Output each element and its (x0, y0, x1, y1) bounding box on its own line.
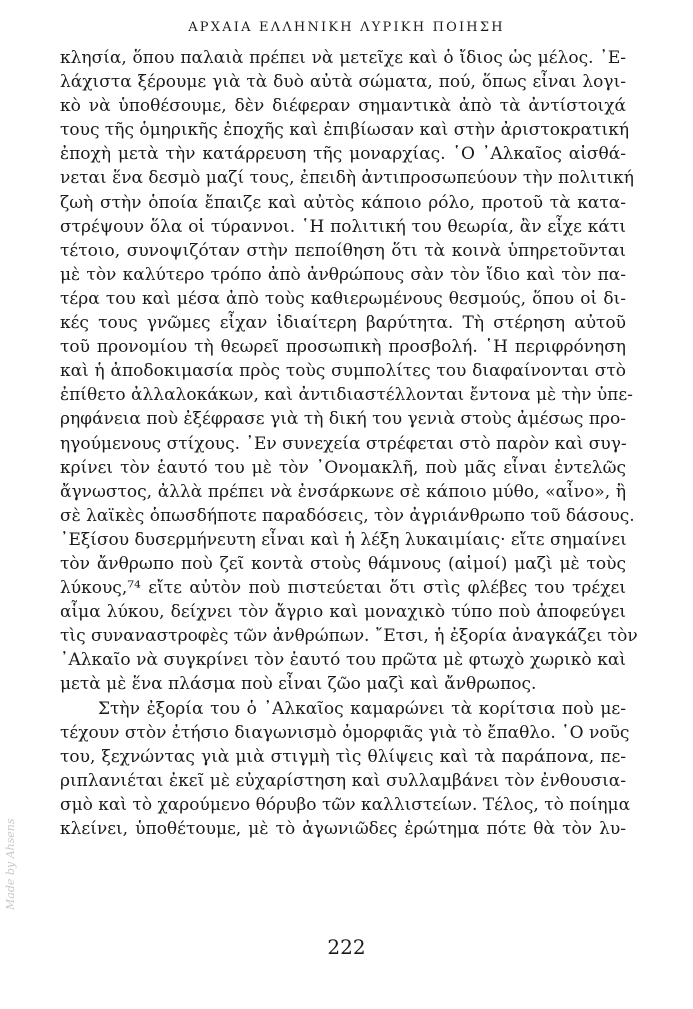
text-line: ριπλανιέται ἐκεῖ μὲ εὐχαρίστηση καὶ συλλαμβάνει τὸν ἐνθουσια- (60, 770, 626, 791)
text-line: τους τῆς ὁμηρικῆς ἐποχῆς καὶ ἐπιβίωσαν καὶ στὴν ἀριστοκρατική (60, 120, 630, 141)
text-line: κλησία, ὅπου παλαιὰ πρέπει νὰ μετεῖχε καὶ ὁ ἴδιος ὡς μέλος. ᾿Ε- (60, 48, 626, 68)
text-line: ἐποχὴ μετὰ τὴν κατάρρευση τῆς μοναρχίας. ῾Ο ᾿Αλκαῖος αἰσθά- (60, 144, 626, 165)
text-line: τέτοιο, συνοψιζόταν στὴν πεποίθηση ὅτι τὰ κοινὰ ὑπηρετοῦνται (60, 240, 626, 261)
text-line: ἐπίθετο ἀλλαλοκάκων, καὶ ἀντιδιαστέλλονται ἔντονα μὲ τὴν ὑπε- (60, 385, 633, 406)
text-line: τὶς συναναστροφὲς τῶν ἀνθρώπων. ῎Ετσι, ἡ ἐξορία ἀναγκάζει τὸν (60, 626, 638, 647)
paragraph-start-line: Στὴν ἐξορία του ὁ ᾿Αλκαῖος καμαρώνει τὰ κορίτσια ποὺ με- (98, 698, 626, 719)
text-line: αἷμα λύκου, δείχνει τὸν ἄγριο καὶ μοναχικὸ τύπο ποὺ ἀποφεύγει (60, 602, 626, 623)
text-line: τὸν ἄνθρωπο ποὺ ζεῖ κοντὰ στοὺς θάμνους (αἱμοί) μαζὶ μὲ τοὺς (60, 553, 626, 574)
body-text (60, 46, 638, 841)
text-line: λάχιστα ξέρουμε γιὰ τὰ δυὸ αὐτὰ σώματα, πού, ὅπως εἶναι λογι- (60, 72, 626, 93)
text-line: καὶ ἡ ἀποδοκιμασία πρὸς τοὺς συμπολίτες του διαφαίνονται στὸ (60, 361, 626, 382)
text-line: σὲ λαϊκὲς ὁπωσδήποτε παραδόσεις, τὸν ἀγριάνθρωπο τοῦ δάσους. (60, 505, 635, 526)
text-line: σμὸ καὶ τὸ χαρούμενο θόρυβο τῶν καλλιστείων. Τέλος, τὸ ποίημα (60, 794, 631, 815)
text-line: τέχουν στὸν ἐτήσιο διαγωνισμὸ ὀμορφιᾶς γιὰ τὸ ἔπαθλο. ῾Ο νοῦς (60, 722, 630, 743)
paragraph-end-line: μετὰ μὲ ἕνα πλάσμα ποὺ εἶναι ζῶο μαζὶ καὶ ἄνθρωπος. (60, 674, 537, 695)
text-line: λύκους,⁷⁴ εἴτε αὐτὸν ποὺ πιστεύεται ὅτι στὶς φλέβες του τρέχει (60, 578, 626, 599)
text-line: ᾿Εξίσου δυσερμήνευτη εἶναι καὶ ἡ λέξη λυκαιμίαις· εἴτε σημαίνει (60, 529, 627, 550)
text-line: ᾿Αλκαῖο νὰ συγκρίνει τὸν ἑαυτό του πρῶτα μὲ φτωχὸ χωρικὸ καὶ (60, 650, 626, 671)
text-line: ζωὴ στὴν ὁποία ἔπαιζε καὶ αὐτὸς κάποιο ρόλο, προτοῦ τὰ κατα- (60, 192, 626, 213)
text-line: νεται ἕνα δεσμὸ μαζί τους, ἐπειδὴ ἀντιπροσωπεύουν τὴν πολιτική (60, 168, 634, 189)
running-head: ΑΡΧΑΙΑ ΕΛΛΗΝΙΚΗ ΛΥΡΙΚΗ ΠΟΙΗΣΗ (188, 20, 505, 35)
text-line: στρέψουν ὅλα οἱ τύραννοι. ῾Η πολιτική του θεωρία, ἂν εἶχε κάτι (60, 216, 626, 237)
text-line: κρίνει τὸν ἑαυτό του μὲ τὸν ᾿Ονομακλῆ, ποὺ μᾶς εἶναι ἐντελῶς (60, 457, 626, 478)
text-line: του, ξεχνώντας γιὰ μιὰ στιγμὴ τὶς θλίψεις καὶ τὰ παράπονα, πε- (60, 746, 626, 767)
text-line: μὲ τὸν καλύτερο τρόπο ἀπὸ ἀνθρώπους σὰν τὸν ἴδιο καὶ τὸν πα- (60, 264, 626, 285)
text-line: κές τους γνῶμες εἶχαν ἰδιαίτερη βαρύτητα. Τὴ στέρηση αὐτοῦ (60, 313, 626, 334)
watermark-area (0, 0, 30, 1009)
text-line: κὸ νὰ ὑποθέσουμε, δὲν διέφεραν σημαντικὰ ἀπὸ τὰ ἀντίστοιχά (60, 96, 626, 117)
watermark: Made by Ahsens (4, 818, 17, 910)
text-line: τέρα του καὶ μέσα ἀπὸ τοὺς καθιερωμένους θεσμούς, ὅπου οἱ δι- (60, 288, 626, 309)
text-line: κλείνει, ὑποθέτουμε, μὲ τὸ ἀγωνιῶδες ἐρώτημα πότε θὰ τὸν λυ- (60, 819, 626, 839)
text-line: ἄγνωστος, ἀλλὰ πρέπει νὰ ἐνσάρκωνε σὲ κάποιο μύθο, «αἶνο», ἢ (60, 481, 626, 502)
page-number: 222 (327, 935, 366, 959)
text-line: τοῦ προνομίου τὴ θεωρεῖ προσωπικὴ προσβολή. ῾Η περιφρόνηση (60, 337, 626, 358)
text-line: ρηφάνεια ποὺ ἐξέφρασε γιὰ τὴ δική του γενιὰ στοὺς ἀμέσως προ- (60, 409, 626, 430)
text-line: ηγούμενους στίχους. ᾿Εν συνεχεία στρέφεται στὸ παρὸν καὶ συγ- (60, 433, 627, 454)
